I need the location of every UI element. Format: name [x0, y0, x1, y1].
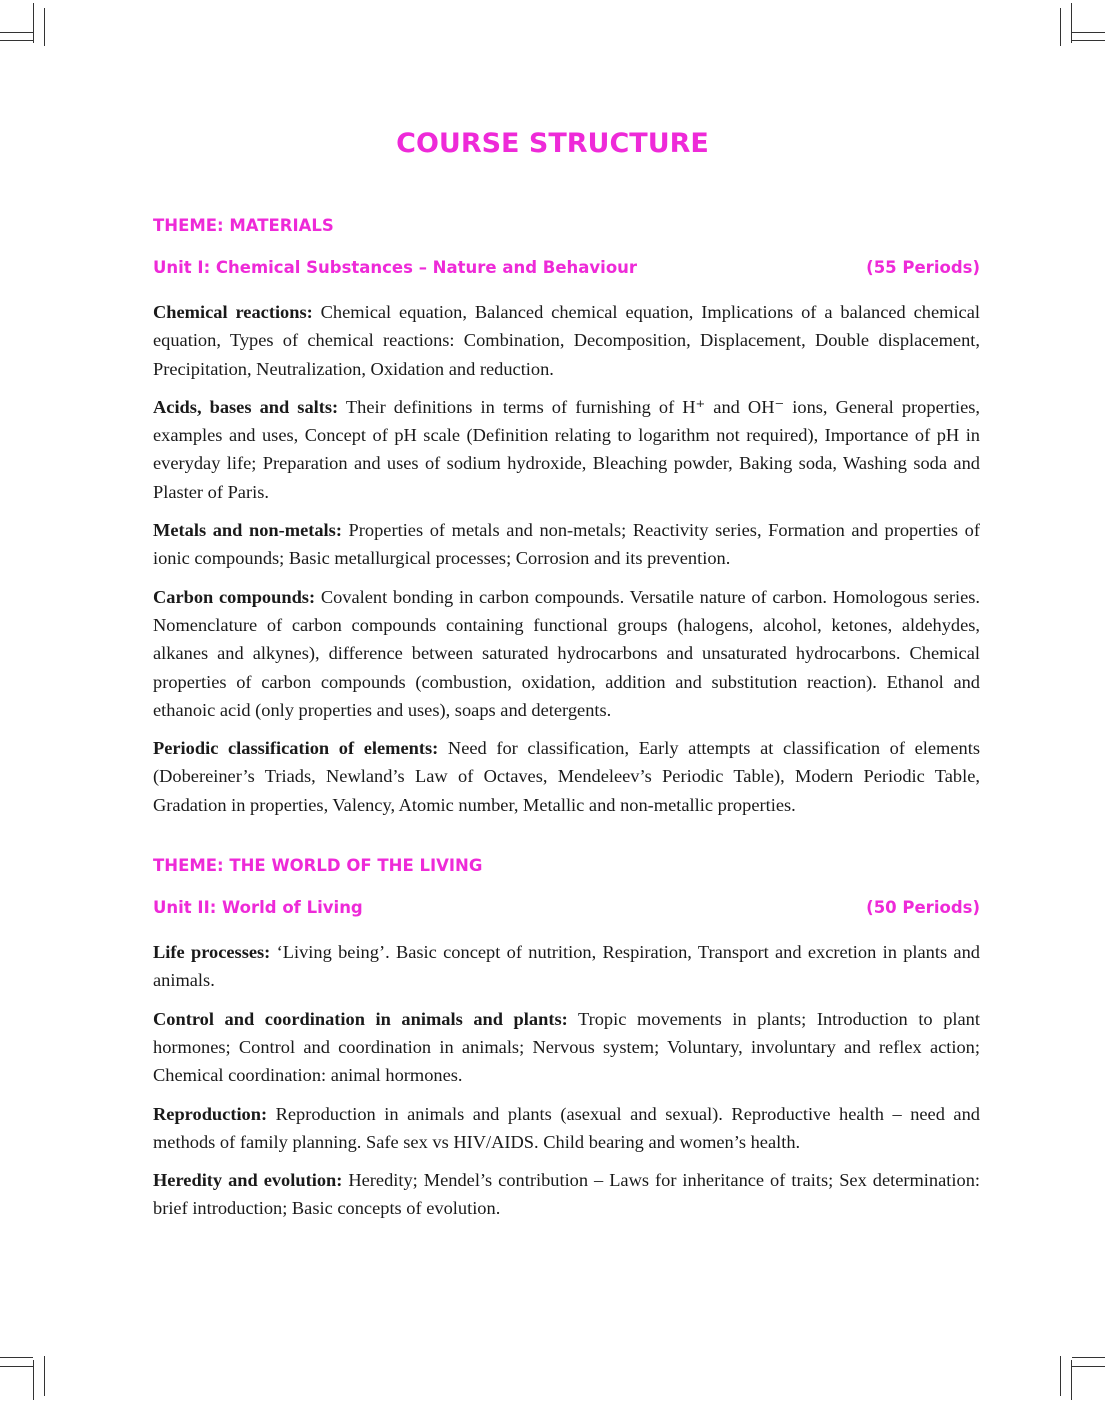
crop-mark-tr-v2: [1060, 8, 1061, 46]
topic-paragraph: [153, 1166, 980, 1223]
crop-mark-bl-v: [33, 1360, 34, 1400]
topic-heading: Reproduction:: [153, 1103, 268, 1124]
crop-mark-tl-v2: [44, 8, 45, 46]
crop-mark-br-h2: [1072, 1366, 1105, 1367]
crop-mark-br-h: [1072, 1357, 1105, 1358]
page-title: COURSE STRUCTURE: [396, 128, 709, 159]
unit-periods: (55 Periods): [866, 258, 980, 277]
topic-paragraph: [153, 583, 980, 724]
crop-mark-tr-h2: [1072, 32, 1105, 33]
topic-paragraph: [153, 298, 980, 383]
topic-text: Need for classification, Early attempts at classification of elements (Dobereiner’s Triads, Newland’s Law of Octaves, Mendeleev’s Periodic Table), Modern Periodic Table, Gradation in properties, Valency, Atomic number, Metallic and non-metallic properties.: [153, 738, 980, 815]
topic-paragraph: [153, 938, 980, 995]
topic-text: Covalent bonding in carbon compounds. Versatile nature of carbon. Homologous series. Nomenclature of carbon compounds containing functional groups (halogens, alcohol, ketones, aldehydes, alkanes and alkynes), difference between saturated hydrocarbons and unsaturated hydrocarbons. Chemical properties of carbon compounds (combustion, oxidation, addition and substitution reaction). Ethanol and ethanoic acid (only properties and uses), soaps and detergents.: [153, 586, 980, 720]
topic-heading: Life processes:: [153, 942, 271, 963]
crop-mark-bl-h: [0, 1357, 33, 1358]
topic-text: Properties of metals and non-metals; Reactivity series, Formation and properties of ionic compounds; Basic metallurgical processes; Corrosion and its prevention.: [153, 520, 981, 569]
crop-mark-tl-h: [0, 40, 33, 41]
topic-heading: Carbon compounds:: [153, 586, 316, 607]
topic-paragraph: [153, 393, 980, 506]
topic-paragraph: [153, 734, 980, 819]
topic-heading: Periodic classification of elements:: [153, 738, 439, 759]
topic-paragraph: [153, 516, 980, 573]
theme-heading: THEME: THE WORLD OF THE LIVING: [153, 856, 483, 876]
topic-text: Reproduction in animals and plants (asexual and sexual). Reproductive health – need and methods of family planning. Safe sex vs HIV/AIDS. Child bearing and women’s health.: [153, 1103, 980, 1152]
topic-text: ‘Living being’. Basic concept of nutrition, Respiration, Transport and excretion in plants and animals.: [153, 942, 980, 991]
theme-heading: THEME: MATERIALS: [153, 216, 334, 235]
crop-mark-br-v: [1071, 1360, 1072, 1400]
course-content: [153, 214, 980, 1223]
crop-mark-bl-h2: [0, 1366, 33, 1367]
unit-heading: [153, 896, 980, 920]
topic-text: Chemical equation, Balanced chemical equation, Implications of a balanced chemical equation, Types of chemical reactions: Combination, Decomposition, Displacement, Double displacement, Precipitation, Neutralization, Oxidation and reduction.: [153, 302, 980, 379]
unit-periods: (50 Periods): [866, 898, 980, 918]
crop-mark-bl-v2: [44, 1356, 45, 1396]
topic-heading: Acids, bases and salts:: [153, 396, 339, 417]
crop-mark-tr-v: [1071, 3, 1072, 43]
topic-heading: Chemical reactions:: [153, 302, 313, 322]
crop-mark-br-v2: [1060, 1356, 1061, 1396]
topic-heading: Heredity and evolution:: [153, 1170, 343, 1191]
topic-paragraph: [153, 1005, 980, 1090]
unit-title: Unit I: Chemical Substances – Nature and Behaviour: [153, 258, 638, 277]
topic-heading: Control and coordination in animals and plants:: [153, 1008, 568, 1029]
crop-mark-tl-v: [33, 3, 34, 43]
topic-text: Heredity; Mendel’s contribution – Laws for inheritance of traits; Sex determination: brief introduction; Basic concepts of evolution.: [153, 1170, 980, 1219]
topic-paragraph: [153, 1100, 980, 1157]
crop-mark-tr-h: [1072, 40, 1105, 41]
topic-text: Tropic movements in plants; Introduction to plant hormones; Control and coordination in animals; Nervous system; Voluntary, involuntary and reflex action; Chemical coordination: animal hormones.: [153, 1008, 980, 1086]
topic-heading: Metals and non-metals:: [153, 520, 342, 541]
unit-heading: [153, 256, 980, 280]
crop-mark-tl-h2: [0, 32, 33, 33]
topic-text: Their definitions in terms of furnishing of H⁺ and OH⁻ ions, General properties, examples and uses, Concept of pH scale (Definition relating to logarithm not required), Importance of pH in everyday life; Preparation and uses of sodium hydroxide, Bleaching powder, Baking soda, Washing soda and Plaster of Paris.: [153, 396, 980, 502]
unit-title: Unit II: World of Living: [153, 898, 363, 918]
